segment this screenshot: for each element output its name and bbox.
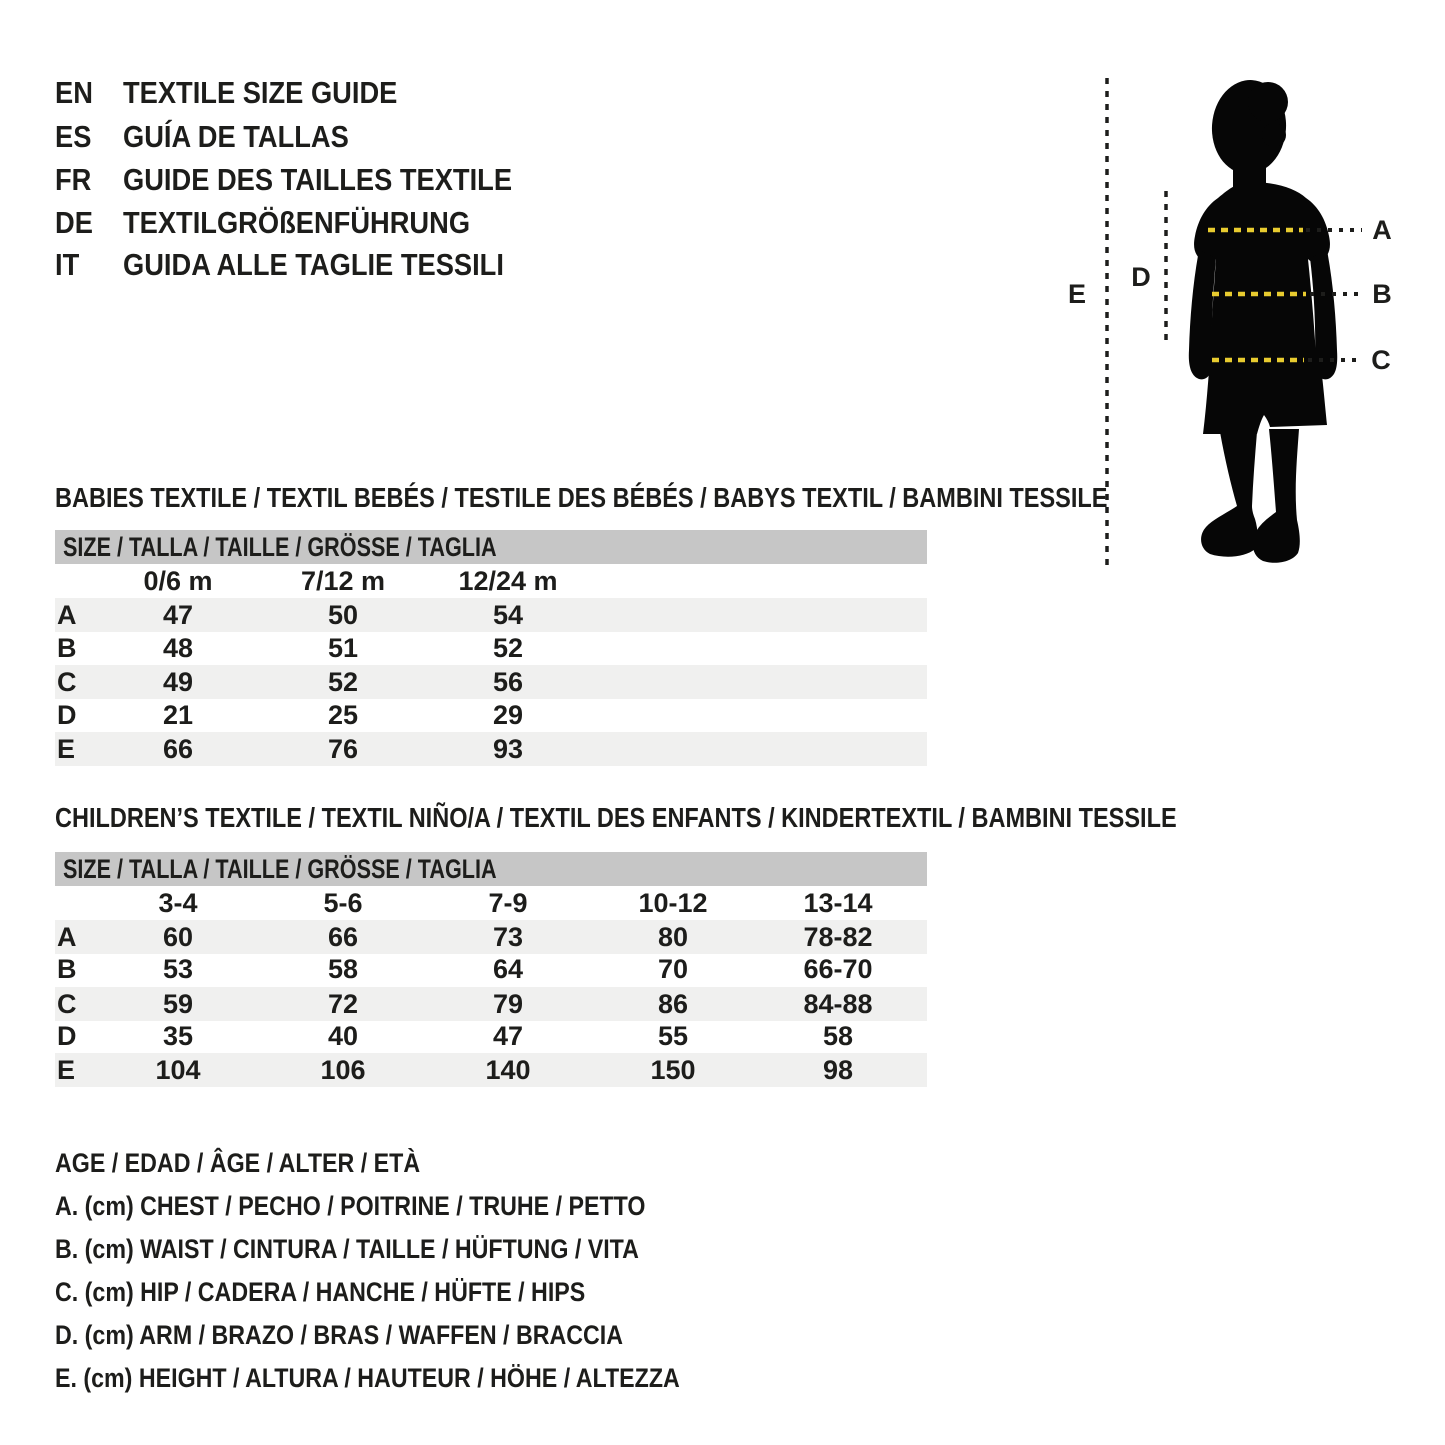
size-header-text: SIZE / TALLA / TAILLE / GRÖSSE / TAGLIA (63, 854, 497, 884)
row-label: A (57, 600, 77, 630)
cell: 49 (162, 667, 194, 697)
silhouette-shorts (1203, 358, 1327, 434)
cell: 86 (657, 989, 689, 1019)
measure-label-d: D (1131, 262, 1151, 292)
cell: 79 (492, 989, 524, 1019)
measure-label-e: E (1067, 279, 1086, 309)
column-header: 13-14 (803, 888, 873, 918)
size-header-text: SIZE / TALLA / TAILLE / GRÖSSE / TAGLIA (63, 532, 497, 562)
section-title-babies (55, 483, 1308, 513)
silhouette-torso (1194, 182, 1330, 374)
cell: 70 (657, 954, 689, 984)
cell: 40 (327, 1021, 359, 1051)
cell: 80 (657, 922, 689, 952)
row-label: B (57, 954, 77, 984)
legend-line (55, 1277, 672, 1307)
cell: 93 (492, 734, 524, 764)
measure-label-a: A (1372, 215, 1392, 245)
cell: 76 (327, 734, 359, 764)
table-row (55, 699, 927, 732)
cell: 106 (320, 1055, 366, 1085)
language-title: TEXTILGRÖßENFÜHRUNG (123, 205, 471, 240)
row-label: B (57, 633, 77, 663)
cell: 29 (492, 700, 524, 730)
silhouette-hair-side (1262, 123, 1286, 147)
table-row (55, 632, 927, 665)
cell: 53 (162, 954, 194, 984)
cell: 55 (657, 1021, 689, 1051)
cell: 73 (492, 922, 524, 952)
legend-text: B. (cm) WAIST / CINTURA / TAILLE / HÜFTUNG / VITA (55, 1234, 639, 1264)
cell: 48 (162, 633, 194, 663)
section-title-text: BABIES TEXTILE / TEXTIL BEBÉS / TESTILE DES BÉBÉS / BABYS TEXTIL / BAMBINI TESSILE (55, 482, 1108, 513)
legend-line (55, 1234, 734, 1264)
column-header: 5-6 (323, 888, 363, 918)
row-label: A (57, 922, 77, 952)
cell: 78-82 (803, 922, 873, 952)
cell: 66 (327, 922, 359, 952)
language-title: TEXTILE SIZE GUIDE (123, 75, 398, 110)
language-title: GUIDE DES TAILLES TEXTILE (123, 162, 513, 197)
column-header: 7-9 (488, 888, 528, 918)
cell: 47 (492, 1021, 524, 1051)
section-title-children (55, 803, 1390, 833)
cell: 58 (822, 1021, 854, 1051)
language-code: EN (55, 75, 93, 110)
row-label: E (57, 1055, 76, 1085)
column-header: 10-12 (638, 888, 708, 918)
table-row (55, 1020, 927, 1053)
column-header: 7/12 m (300, 566, 386, 596)
cell: 21 (162, 700, 194, 730)
table-row (55, 920, 927, 954)
row-label: C (57, 667, 77, 697)
cell: 60 (162, 922, 194, 952)
cell: 50 (327, 600, 359, 630)
legend-text: C. (cm) HIP / CADERA / HANCHE / HÜFTE / HIPS (55, 1277, 586, 1307)
table-row (55, 1053, 927, 1087)
row-label: D (57, 700, 77, 730)
column-header-row (55, 564, 927, 598)
language-code: DE (55, 205, 93, 240)
table-row (55, 953, 927, 986)
cell: 47 (162, 600, 194, 630)
size-header-bar (55, 530, 927, 564)
language-title: GUIDA ALLE TAGLIE TESSILI (123, 247, 504, 282)
legend-text: D. (cm) ARM / BRAZO / BRAS / WAFFEN / BRACCIA (55, 1320, 624, 1350)
row-label: C (57, 989, 77, 1019)
cell: 35 (162, 1021, 194, 1051)
language-title: GUÍA DE TALLAS (123, 119, 349, 154)
table-row (55, 732, 927, 766)
legend-text: A. (cm) CHEST / PECHO / POITRINE / TRUHE / PETTO (55, 1191, 646, 1221)
cell: 52 (327, 667, 359, 697)
language-code: FR (55, 162, 92, 197)
measure-label-c: C (1371, 345, 1391, 375)
cell: 66-70 (803, 954, 873, 984)
table-row (55, 598, 927, 632)
cell: 25 (327, 700, 359, 730)
legend-text: E. (cm) HEIGHT / ALTURA / HAUTEUR / HÖHE / ALTEZZA (55, 1363, 680, 1393)
size-header-bar (55, 852, 927, 886)
row-label: D (57, 1021, 77, 1051)
cell: 66 (162, 734, 194, 764)
cell: 56 (492, 667, 524, 697)
cell: 52 (492, 633, 524, 663)
cell: 59 (162, 989, 194, 1019)
legend-line (55, 1191, 742, 1221)
language-code: IT (55, 247, 80, 282)
cell: 150 (650, 1055, 696, 1085)
row-label: E (57, 734, 76, 764)
language-code: ES (55, 119, 92, 154)
cell: 54 (492, 600, 524, 630)
cell: 64 (492, 954, 524, 984)
cell: 72 (327, 989, 359, 1019)
column-header: 3-4 (158, 888, 198, 918)
column-header: 12/24 m (458, 566, 558, 596)
column-header: 0/6 m (143, 566, 213, 596)
cell: 84-88 (803, 989, 873, 1019)
legend-line (55, 1320, 716, 1350)
legend-line (55, 1363, 781, 1393)
column-header-row (55, 886, 927, 920)
cell: 98 (822, 1055, 854, 1085)
legend-line (55, 1148, 480, 1178)
section-title-text: CHILDREN’S TEXTILE / TEXTIL NIÑO/A / TEXTIL DES ENFANTS / KINDERTEXTIL / BAMBINI TESSILE (55, 802, 1177, 833)
cell: 140 (485, 1055, 531, 1085)
cell: 51 (327, 633, 359, 663)
table-row (55, 987, 927, 1021)
table-row (55, 665, 927, 699)
cell: 58 (327, 954, 359, 984)
legend-text: AGE / EDAD / ÂGE / ALTER / ETÀ (55, 1148, 421, 1178)
measure-label-b: B (1372, 279, 1392, 309)
silhouette-hair (1248, 82, 1288, 122)
cell: 104 (155, 1055, 201, 1085)
